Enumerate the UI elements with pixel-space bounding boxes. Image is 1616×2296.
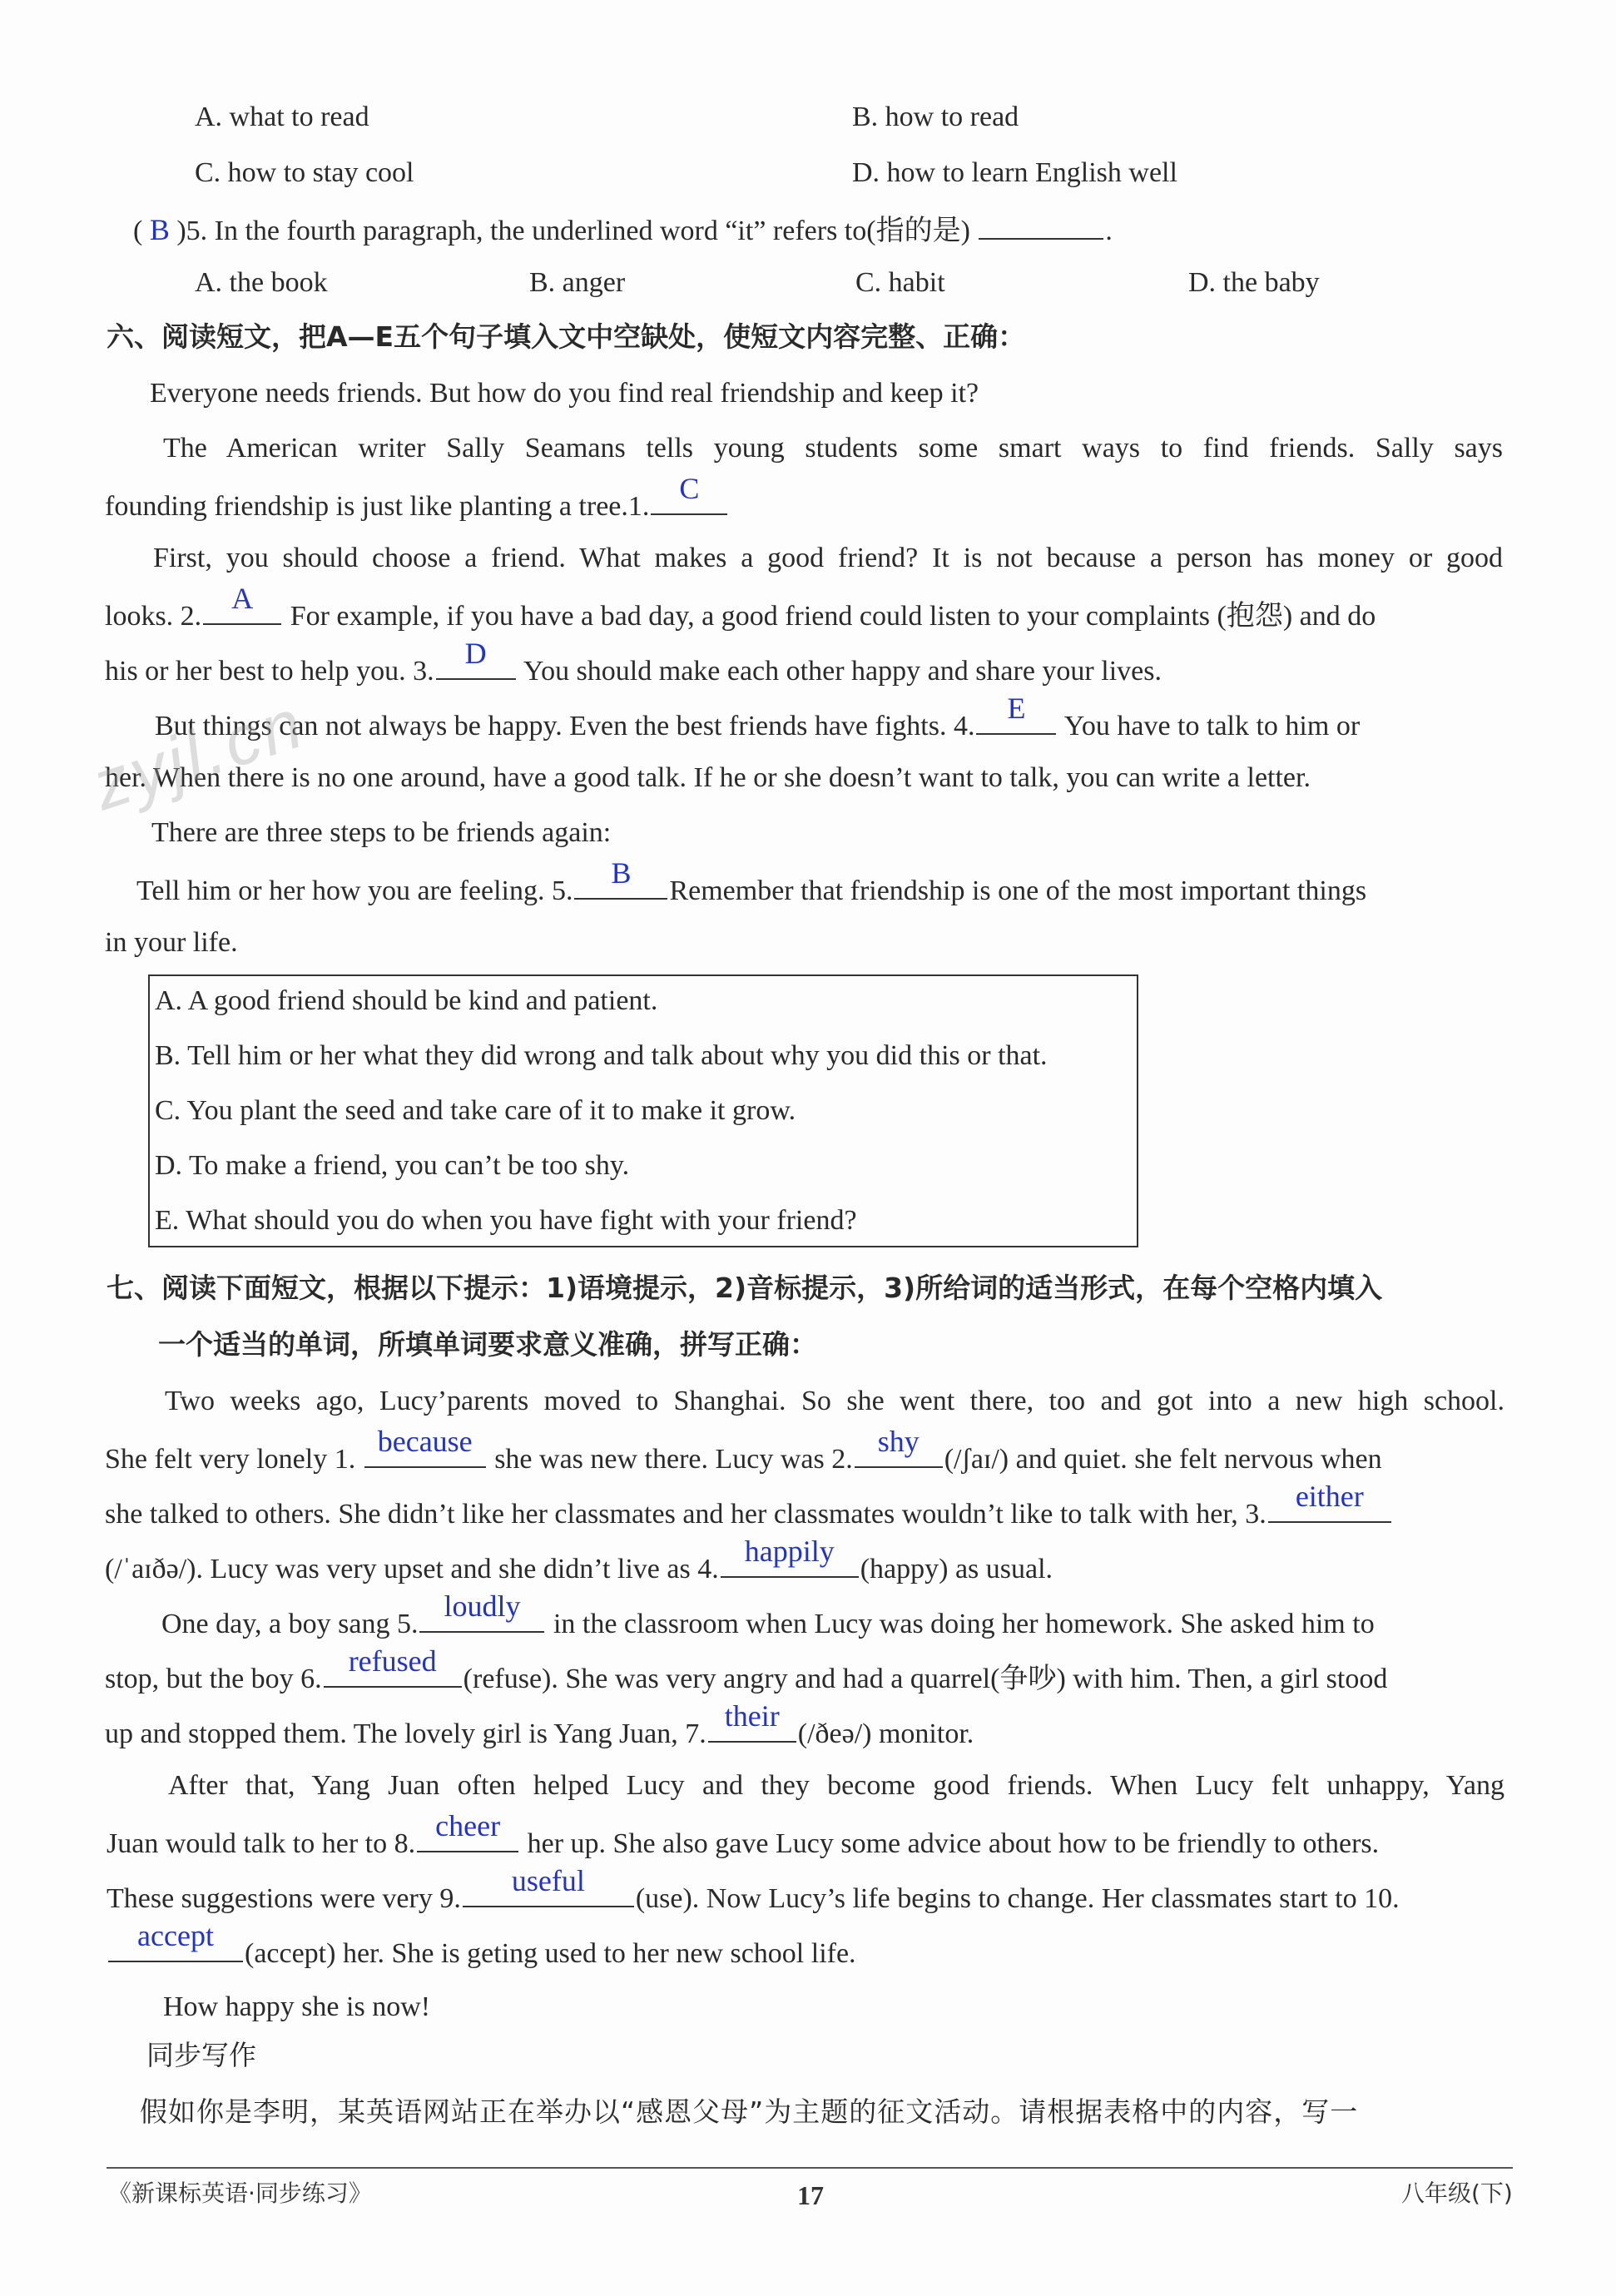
s6-para-5: There are three steps to be friends again: (151, 817, 612, 848)
s7-blank-3: either (1268, 1493, 1391, 1523)
s7-blank-10: accept (108, 1932, 243, 1962)
s7-blank-5: loudly (419, 1603, 544, 1633)
s6-para-2-line2: founding friendship is just like planting a tree.1. C (105, 485, 729, 525)
s7-line-4: (/ˈaɪðə/). Lucy was very upset and she didn’t live as 4. happily (happy) as usual. (105, 1535, 1053, 1584)
section7-heading-line1: 七、阅读下面短文，根据以下提示：1)语境提示，2)音标提示，3)所给词的适当形式，在每个空格内填入 (107, 1272, 1383, 1304)
box-option-c: C. You plant the seed and take care of it to make it grow. (155, 1095, 796, 1126)
writing-prompt: 假如你是李明，某英语网站正在举办以“感恩父母”为主题的征文活动。请根据表格中的内容，写一 (140, 2095, 1359, 2128)
s7-blank-4: happily (721, 1548, 859, 1578)
section6-heading: 六、阅读短文，把A—E五个句子填入文中空缺处，使短文内容完整、正确： (107, 320, 1026, 353)
q5-blank (979, 210, 1103, 240)
box-option-b: B. Tell him or her what they did wrong and talk about why you did this or that. (155, 1040, 1048, 1071)
s7-blank-9: useful (463, 1877, 634, 1907)
s6-blank-5: B (574, 870, 667, 900)
s6-blank-2: A (203, 595, 281, 625)
footer-grade: 八年级(下) (1401, 2179, 1513, 2207)
s7-line-1: Two weeks ago, Lucy’parents moved to Shanghai. So she went there, too and got into a new high school. (165, 1386, 1504, 1416)
q5-option-a: A. the book (195, 267, 328, 298)
page-number: 17 (797, 2180, 824, 2210)
q5-answer: B (149, 213, 170, 246)
s6-para-3-line1: First, you should choose a friend. What makes a good friend? It is not because a person has money or good (153, 543, 1503, 573)
s6-para-1: Everyone needs friends. But how do you find real friendship and keep it? (150, 378, 979, 409)
section7-heading-line2: 一个适当的单词，所填单词要求意义准确，拼写正确： (158, 1328, 817, 1361)
s7-line-6: stop, but the boy 6. refused (refuse). She was very angry and had a quarrel(争吵) with him. Then, a girl stood (105, 1644, 1388, 1694)
s7-line-2: She felt very lonely 1. because she was new there. Lucy was 2. shy (/ʃaɪ/) and quiet. she felt nervous when (105, 1425, 1382, 1475)
s7-line-12: How happy she is now! (163, 1991, 431, 2022)
q4-option-a: A. what to read (195, 102, 369, 132)
watermark: zyjl.cn (82, 682, 315, 826)
s6-para-4-line2: her. When there is no one around, have a good talk. If he or she doesn’t want to talk, you can write a letter. (105, 762, 1311, 793)
s7-blank-8: cheer (417, 1822, 518, 1852)
box-option-d: D. To make a friend, you can’t be too shy. (155, 1150, 630, 1181)
options-box (148, 974, 1138, 1247)
s7-blank-6: refused (324, 1658, 462, 1688)
q5-option-c: C. habit (855, 267, 945, 298)
q5-option-d: D. the baby (1188, 267, 1320, 298)
s6-para-3-line3: his or her best to help you. 3. D You should make each other happy and share your lives. (105, 637, 1162, 687)
s6-blank-1: C (651, 485, 727, 515)
s6-para-6-line2: in your life. (105, 927, 238, 958)
q5-question: ( B )5. In the fourth paragraph, the underlined word “it” refers to(指的是) . (133, 210, 1113, 250)
s7-line-5: One day, a boy sang 5. loudly in the classroom when Lucy was doing her homework. She asked him to (161, 1589, 1375, 1639)
s6-blank-4: E (976, 705, 1056, 735)
s7-blank-2: shy (855, 1438, 943, 1468)
box-option-a: A. A good friend should be kind and patient. (155, 985, 658, 1016)
s6-para-4-line1: But things can not always be happy. Even the best friends have fights. 4. E You have to talk to him or (155, 692, 1361, 741)
q5-option-b: B. anger (529, 267, 626, 298)
s6-para-2-line1: The American writer Sally Seamans tells young students some smart ways to find friends. Sally says (163, 433, 1503, 464)
s7-line-7: up and stopped them. The lovely girl is Yang Juan, 7. their (/ðeə/) monitor. (105, 1699, 974, 1749)
s7-line-8: After that, Yang Juan often helped Lucy and they become good friends. When Lucy felt unhappy, Yang (168, 1770, 1504, 1801)
s7-line-11: accept (accept) her. She is geting used to her new school life. (107, 1932, 856, 1972)
box-option-e: E. What should you do when you have fight with your friend? (155, 1205, 857, 1236)
writing-heading: 同步写作 (146, 2039, 256, 2071)
s7-blank-7: their (708, 1713, 796, 1743)
s6-para-3-line2: looks. 2. A For example, if you have a bad day, a good friend could listen to your complaints (抱怨) and do (105, 582, 1376, 632)
q4-option-c: C. how to stay cool (195, 157, 414, 188)
q4-option-d: D. how to learn English well (852, 157, 1177, 188)
s6-blank-3: D (436, 650, 516, 680)
footer-rule (107, 2167, 1513, 2169)
q4-option-b: B. how to read (852, 102, 1019, 132)
s7-line-10: These suggestions were very 9. useful (use). Now Lucy’s life begins to change. Her classmates start to 10. (107, 1864, 1400, 1914)
s7-line-3: she talked to others. She didn’t like her classmates and her classmates wouldn’t like to talk with her, 3. either (105, 1493, 1393, 1533)
s7-blank-1: because (364, 1438, 486, 1468)
footer-title: 《新课标英语·同步练习》 (108, 2179, 372, 2207)
s7-line-9: Juan would talk to her to 8. cheer her up. She also gave Lucy some advice about how to be friendly to others. (107, 1809, 1380, 1859)
s6-para-6-line1: Tell him or her how you are feeling. 5. B Remember that friendship is one of the most important things (136, 856, 1367, 906)
